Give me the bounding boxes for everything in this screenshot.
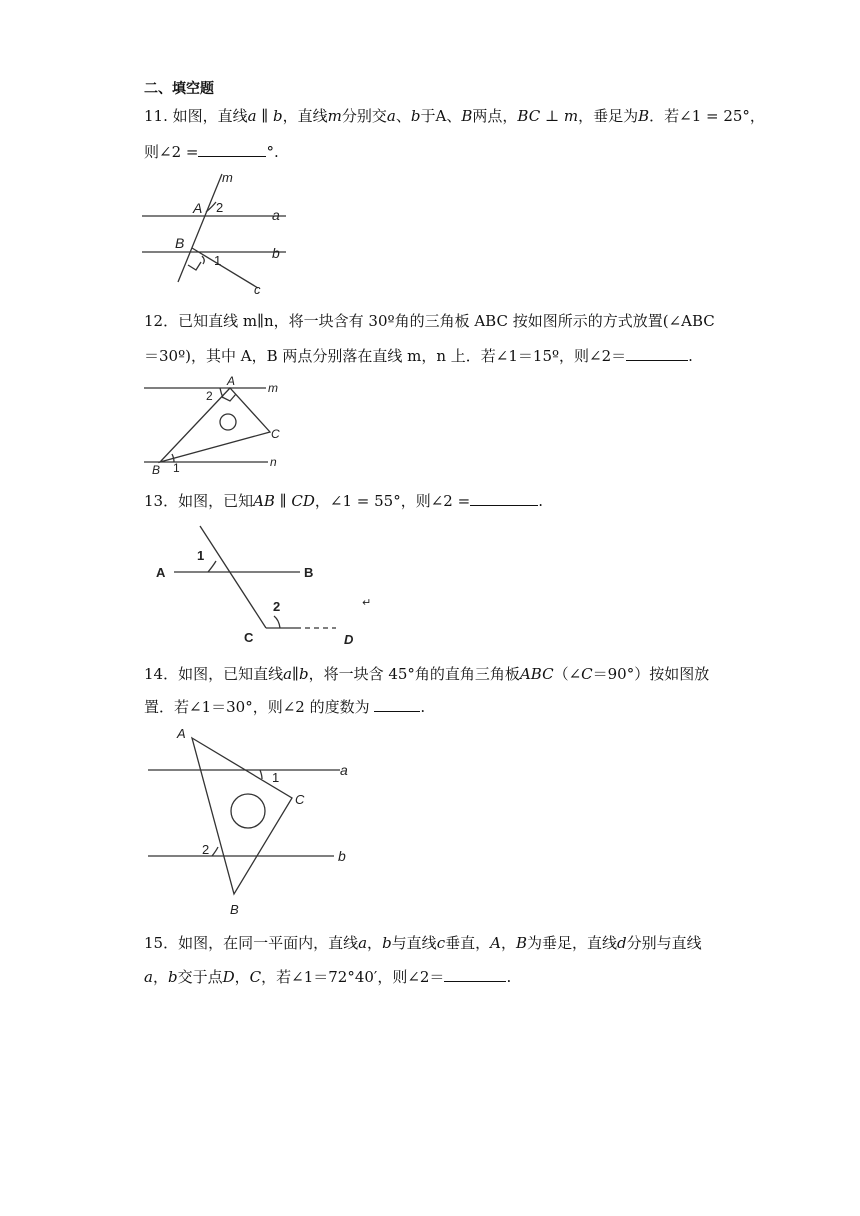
q11-angle-1: 1 bbox=[214, 253, 222, 268]
section-title: 二、填空题 bbox=[144, 81, 214, 97]
q11-label-a: a bbox=[272, 207, 280, 223]
q11-label-m: m bbox=[222, 170, 233, 185]
q13-label-A: A bbox=[156, 565, 166, 580]
q12-angle-2: 2 bbox=[206, 389, 213, 403]
q14-label-b: b bbox=[338, 848, 346, 864]
q11-figure bbox=[140, 170, 300, 300]
q11-answer-blank[interactable] bbox=[198, 142, 266, 157]
q12-label-C: C bbox=[271, 427, 280, 441]
q14-figure bbox=[144, 722, 364, 922]
q11-label-b: b bbox=[272, 245, 280, 261]
q13-line1: 13．如图，已知AB ∥ CD，∠1 = 55°，则∠2 = . bbox=[144, 492, 543, 510]
q14-line2: 置．若∠1＝30°，则∠2 的度数为 . bbox=[144, 698, 426, 716]
q14-answer-blank[interactable] bbox=[374, 697, 420, 712]
q11-angle-2: 2 bbox=[216, 200, 224, 215]
q14-line1: 14．如图，已知直线a∥b，将一块含 45°角的直角三角板ABC（∠C＝90°）按如图放 bbox=[144, 665, 710, 683]
q13-answer-blank[interactable] bbox=[470, 491, 538, 506]
q12-angle-1: 1 bbox=[173, 461, 180, 475]
q14-label-C: C bbox=[295, 792, 305, 807]
q15-line2: a，b交于点D，C，若∠1＝72°40′，则∠2＝ . bbox=[144, 968, 512, 986]
q13-label-B: B bbox=[304, 565, 314, 580]
q15-answer-blank[interactable] bbox=[444, 967, 506, 982]
q13-return-mark: ↵ bbox=[362, 597, 372, 609]
q15-line1: 15．如图，在同一平面内，直线a，b与直线c垂直，A，B为垂足，直线d分别与直线 bbox=[144, 934, 702, 952]
q13-figure bbox=[150, 520, 380, 650]
q13-angle-1: 1 bbox=[197, 548, 205, 563]
q13-label-D: D bbox=[344, 632, 354, 647]
q12-line1: 12．已知直线 m∥n，将一块含有 30º角的三角板 ABC 按如图所示的方式放置(∠ABC bbox=[144, 312, 715, 330]
q14-angle-1: 1 bbox=[272, 770, 280, 785]
q11-label-c: c bbox=[254, 282, 261, 297]
q12-label-m: m bbox=[268, 381, 278, 395]
q12-label-n: n bbox=[270, 455, 277, 469]
q11-line1: 11. 如图，直线a ∥ b，直线m分别交a、b于A、B两点，BC ⊥ m，垂足为B．若∠1 = 25°， bbox=[144, 107, 765, 125]
q11-line2: 则∠2 = °. bbox=[144, 143, 279, 161]
q12-answer-blank[interactable] bbox=[626, 346, 688, 361]
q11-label-B: B bbox=[175, 235, 185, 251]
q14-angle-2: 2 bbox=[202, 842, 210, 857]
q11-label-A: A bbox=[193, 200, 203, 216]
q13-angle-2: 2 bbox=[273, 599, 281, 614]
q14-label-B: B bbox=[230, 902, 239, 917]
q12-label-A: A bbox=[227, 374, 236, 388]
q13-label-C: C bbox=[244, 630, 254, 645]
q12-label-B: B bbox=[152, 463, 161, 477]
q12-line2: ＝30º)，其中 A，B 两点分别落在直线 m，n 上．若∠1＝15º，则∠2＝ . bbox=[144, 347, 693, 365]
q14-label-a: a bbox=[340, 762, 348, 778]
q14-label-A: A bbox=[177, 726, 186, 741]
q12-figure bbox=[140, 372, 300, 476]
